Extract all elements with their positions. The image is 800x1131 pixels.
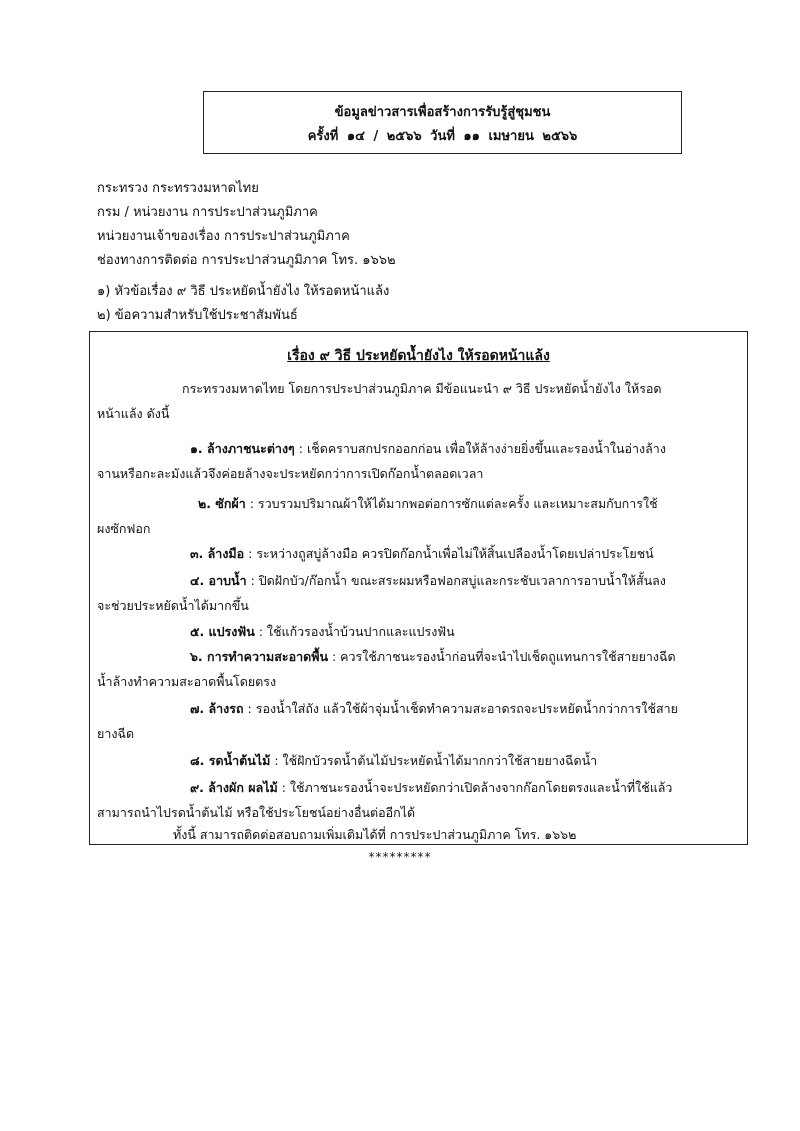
item-text: : เช็ดคราบสกปรกออกก่อน เพื่อให้ล้างง่ายยิ่งขึ้นและรองน้ำในอ่างล้าง xyxy=(294,441,666,456)
document-title: ข้อมูลข่าวสารเพื่อสร้างการรับรู้สู่ชุมชน xyxy=(334,105,551,120)
item-label: ๔. อาบน้ำ xyxy=(190,573,247,588)
department-line: กรม / หน่วยงาน การประปาส่วนภูมิภาค xyxy=(97,205,318,220)
item-6-continuation: น้ำล้างทำความสะอาดพื้นโดยตรง xyxy=(97,674,277,689)
item-7-continuation: ยางฉีด xyxy=(97,726,135,741)
item-label: ๑. ล้างภาชนะต่างๆ xyxy=(190,441,295,456)
item-9-continuation: สามารถนำไปรดน้ำต้นไม้ หรือใช้ประโยชน์อย่างอื่นต่ออีกได้ xyxy=(97,805,416,820)
item-9 xyxy=(190,778,672,798)
item-7 xyxy=(190,699,678,719)
item-label: ๕. แปรงฟัน xyxy=(190,624,255,639)
item-1 xyxy=(190,439,666,459)
item-4-continuation: จะช่วยประหยัดน้ำได้มากขึ้น xyxy=(97,598,249,613)
item-text: : ปิดฝักบัว/ก๊อกน้ำ ขณะสระผมหรือฟอกสบู่และกระชับเวลาการอาบน้ำให้สั้นลง xyxy=(246,573,666,588)
item-4 xyxy=(190,571,666,591)
closing-line: ทั้งนี้ สามารถติดต่อสอบถามเพิ่มเติมได้ที่ การประปาส่วนภูมิภาค โทร. ๑๖๖๒ xyxy=(173,827,577,842)
item-text: : ใช้แก้วรองน้ำบ้วนปากและแปรงฟัน xyxy=(254,624,455,639)
item-5 xyxy=(190,622,455,642)
owner-line: หน่วยงานเจ้าของเรื่อง การประปาส่วนภูมิภาค xyxy=(97,229,350,244)
item-text: : ใช้ฝักบัวรดน้ำต้นไม้ประหยัดน้ำได้มากกว่าใช้สายยางฉีดน้ำ xyxy=(270,753,598,768)
topic-line: ๑) หัวข้อเรื่อง ๙ วิธี ประหยัดน้ำยังไง ให้รอดหน้าแล้ง xyxy=(97,284,390,299)
item-label: ๗. ล้างรถ xyxy=(190,701,244,716)
item-3 xyxy=(190,544,654,564)
issue-line: ครั้งที่ ๑๔ / ๒๕๖๖ วันที่ ๑๑ เมษายน ๒๕๖๖ xyxy=(307,129,578,144)
item-2 xyxy=(198,494,658,514)
content-title: เรื่อง ๙ วิธี ประหยัดน้ำยังไง ให้รอดหน้าแล้ง xyxy=(287,348,550,364)
item-label: ๘. รดน้ำต้นไม้ xyxy=(190,753,271,768)
content-box xyxy=(89,331,748,845)
item-text: : ใช้ภาชนะรองน้ำจะประหยัดกว่าเปิดล้างจากก๊อกโดยตรงและน้ำที่ใช้แล้ว xyxy=(277,780,673,795)
item-text: : รองน้ำใส่ถัง แล้วใช้ผ้าจุ่มน้ำเช็ดทำความสะอาดรถจะประหยัดน้ำกว่าการใช้สาย xyxy=(243,701,678,716)
intro-line-1: กระทรวงมหาดไทย โดยการประปาส่วนภูมิภาค มีข้อแนะนำ ๙ วิธี ประหยัดน้ำยังไง ให้รอด xyxy=(182,381,662,396)
pr-message-label: ๒) ข้อความสำหรับใช้ประชาสัมพันธ์ xyxy=(97,308,298,323)
item-1-continuation: จานหรือกะละมังแล้วจึงค่อยล้างจะประหยัดกว่าการเปิดก๊อกน้ำตลอดเวลา xyxy=(97,466,484,481)
end-marker: ********* xyxy=(368,850,432,864)
item-text: : ระหว่างถูสบู่ล้างมือ ควรปิดก๊อกน้ำเพื่อไม่ให้สิ้นเปลืองน้ำโดยเปล่าประโยชน์ xyxy=(244,546,654,561)
item-text: : รวบรวมปริมาณผ้าให้ได้มากพอต่อการซักแต่ละครั้ง และเหมาะสมกับการใช้ xyxy=(245,496,658,511)
item-2-continuation: ผงซักฟอก xyxy=(97,521,151,536)
item-8 xyxy=(190,751,597,771)
intro-line-2: หน้าแล้ง ดังนี้ xyxy=(97,406,170,421)
ministry-line: กระทรวง กระทรวงมหาดไทย xyxy=(97,181,259,196)
item-label: ๓. ล้างมือ xyxy=(190,546,245,561)
item-label: ๖. การทำความสะอาดพื้น xyxy=(190,649,329,664)
item-label: ๒. ซักผ้า xyxy=(198,496,246,511)
header-box xyxy=(203,91,682,154)
item-6 xyxy=(190,647,676,667)
item-label: ๙. ล้างผัก ผลไม้ xyxy=(190,780,278,795)
item-text: : ควรใช้ภาชนะรองน้ำก่อนที่จะนำไปเช็ดถูแทนการใช้สายยางฉีด xyxy=(328,649,676,664)
contact-line: ช่องทางการติดต่อ การประปาส่วนภูมิภาค โทร. ๑๖๖๒ xyxy=(97,253,396,268)
